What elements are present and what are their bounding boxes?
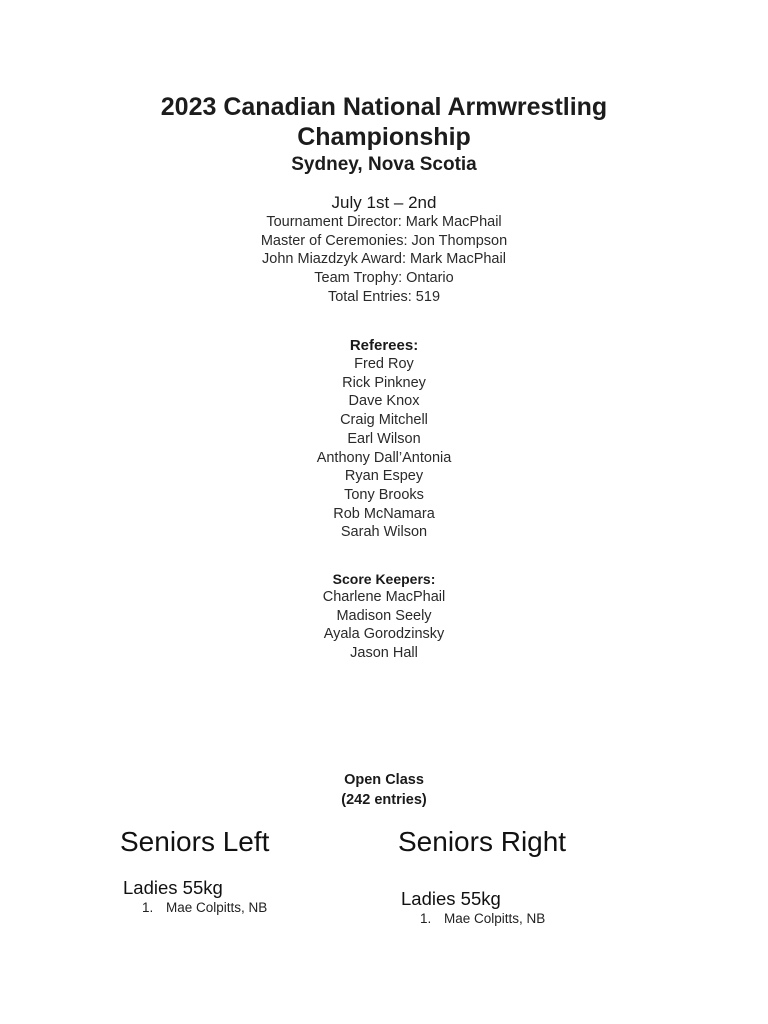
open-class-heading xyxy=(0,770,768,810)
referee-name: Dave Knox xyxy=(348,393,420,410)
event-dates: July 1st – 2nd xyxy=(331,193,437,212)
tournament-director: Tournament Director: Mark MacPhail xyxy=(266,214,502,230)
event-location: Sydney, Nova Scotia xyxy=(291,154,477,175)
score-keeper-name: Ayala Gorodzinsky xyxy=(323,626,445,643)
referee-name: Rick Pinkney xyxy=(342,374,426,391)
score-keeper-name: Madison Seely xyxy=(336,607,432,624)
seniors-right-column xyxy=(398,824,566,928)
referee-name: Craig Mitchell xyxy=(340,412,428,429)
seniors-left-heading: Seniors Left xyxy=(120,826,270,857)
team-trophy: Team Trophy: Ontario xyxy=(314,270,454,287)
title-line-2: Championship xyxy=(297,123,471,151)
page-title xyxy=(0,92,768,152)
referees-list xyxy=(0,355,768,542)
list-item xyxy=(420,910,566,928)
title-line-1: 2023 Canadian National Armwrestling xyxy=(160,93,608,121)
placing-name: Mae Colpitts, NB xyxy=(166,900,268,915)
event-info xyxy=(0,213,768,307)
seniors-right-heading: Seniors Right xyxy=(398,826,567,857)
score-keepers-heading: Score Keepers: xyxy=(332,571,436,587)
score-keepers-list xyxy=(0,588,768,663)
master-of-ceremonies: Master of Ceremonies: Jon Thompson xyxy=(260,232,508,249)
referee-name: Ryan Espey xyxy=(344,468,424,485)
placing-rank: 1. xyxy=(142,900,154,915)
open-class-entries: (242 entries) xyxy=(341,792,427,808)
referee-name: Fred Roy xyxy=(354,356,414,372)
referee-name: Sarah Wilson xyxy=(340,524,428,541)
referee-name: Tony Brooks xyxy=(344,486,424,503)
category-heading: Ladies 55kg xyxy=(123,877,223,898)
category-heading: Ladies 55kg xyxy=(401,888,501,909)
seniors-left-column xyxy=(120,824,269,917)
score-keeper-name: Jason Hall xyxy=(350,645,418,662)
referee-name: Earl Wilson xyxy=(347,430,421,447)
referees-heading: Referees: xyxy=(349,337,419,354)
referee-name: Anthony Dall’Antonia xyxy=(316,449,452,466)
referee-name: Rob McNamara xyxy=(333,505,435,522)
open-class-label: Open Class xyxy=(344,772,424,788)
total-entries: Total Entries: 519 xyxy=(327,288,441,305)
placing-name: Mae Colpitts, NB xyxy=(444,911,546,926)
miazdzyk-award: John Miazdzyk Award: Mark MacPhail xyxy=(262,251,506,268)
score-keeper-name: Charlene MacPhail xyxy=(322,589,446,605)
placing-rank: 1. xyxy=(420,911,432,926)
list-item xyxy=(142,899,269,917)
